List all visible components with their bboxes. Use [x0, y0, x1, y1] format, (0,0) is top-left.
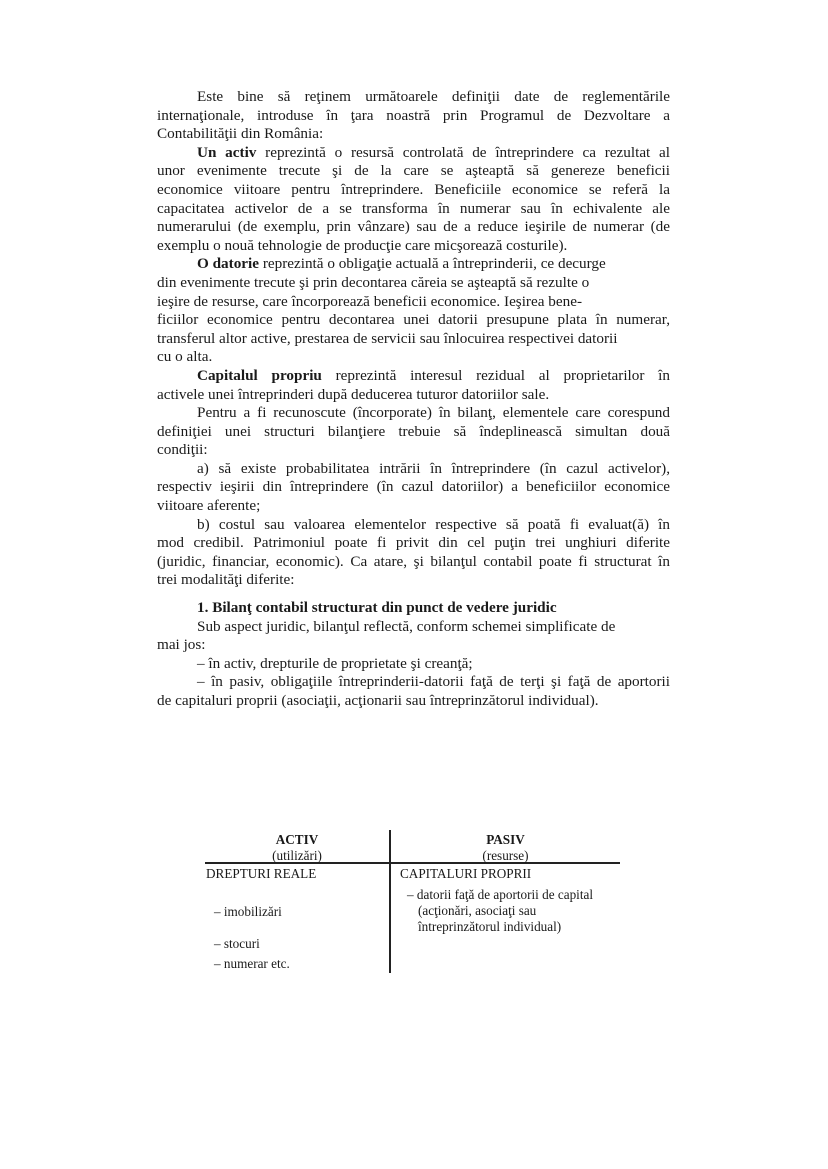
spacer: [157, 590, 670, 599]
text-line: viitoare aferente;: [157, 497, 261, 515]
activ-item: – numerar etc.: [214, 956, 290, 971]
text-line: economice viitoare pentru întreprindere. Beneficiile economice se referă la: [157, 180, 670, 198]
text-line: numerarului (de exemplu, prin vânzare) sau de a reduce ieşirile de numerar (de: [157, 218, 670, 236]
term-datorie: O datorie: [197, 255, 260, 273]
text-line: activele unei întreprinderi după deducerea tuturor datoriilor sale.: [157, 385, 550, 403]
text-line: capacitatea activelor de a se transforma în numerar sau în echivalente ale: [157, 199, 670, 217]
definition-activ: [157, 144, 670, 163]
pasiv-subtitle: (resurse): [482, 848, 529, 863]
definition-text: reprezintă interesul rezidual al proprietarilor în: [321, 366, 670, 384]
pasiv-group: CAPITALURI PROPRII: [400, 866, 532, 881]
list-item-activ: – în activ, drepturile de proprietate şi creanţă;: [197, 654, 473, 672]
text-line: Contabilităţii din România:: [157, 125, 324, 143]
text-line: condiţii:: [157, 441, 208, 459]
text-line: din evenimente trecute şi prin decontarea căreia se aşteaptă să rezulte o: [157, 273, 590, 291]
pasiv-item-cont: întreprinzătorul individual): [418, 919, 562, 934]
text-line: ficiilor economice pentru decontarea unei datorii presupune plata în numerar,: [157, 311, 670, 329]
text-line: Este bine să reţinem următoarele definiţii date de reglementările: [197, 88, 670, 105]
text-line: ieşire de resurse, care încorporează beneficii economice. Ieşirea bene-: [157, 292, 582, 310]
pasiv-header: [391, 832, 620, 864]
text-line: Sub aspect juridic, bilanţul reflectă, conform schemei simplificate de: [197, 617, 616, 635]
text-line: de capitaluri proprii (asociaţii, acţionarii sau întreprinzătorul individual).: [157, 692, 599, 709]
activ-group: DREPTURI REALE: [206, 866, 317, 881]
definition-capital: [157, 367, 670, 386]
term-activ: Un activ: [197, 143, 257, 161]
text-line: exemplu o nouă tehnologie de producţie care micşorează costurile).: [157, 236, 568, 254]
text-line: Pentru a fi recunoscute (încorporate) în bilanţ, elementele care corespund: [197, 404, 670, 422]
list-item-pasiv: – în pasiv, obligaţiile întreprinderii-datorii faţă de terţi şi faţă de aportorii: [197, 673, 670, 691]
definition-text: reprezintă o obligaţie actuală a întreprinderii, ce decurge: [259, 255, 606, 273]
text-line: unor evenimente trecute şi de la care se aşteaptă să genereze beneficii: [157, 162, 670, 180]
text-line: mai jos:: [157, 636, 206, 654]
activ-title: ACTIV: [275, 832, 319, 847]
definition-text: reprezintă o resursă controlată de întreprindere ca rezultat al: [256, 143, 670, 161]
definition-datorie: [157, 255, 670, 274]
pasiv-item-cont: (acţionări, asociaţi sau: [418, 903, 537, 918]
pasiv-item: – datorii faţă de aportorii de capital: [407, 887, 594, 902]
activ-item: – stocuri: [214, 936, 260, 951]
text-line: respectiv ieşirii din întreprindere (în cazul datoriilor) a beneficiilor economice: [157, 478, 670, 496]
text-line: (juridic, financiar, economic). Ca atare, şi bilanţul contabil poate fi structurat în: [157, 552, 670, 570]
text-line: definiţiei unei structuri bilanţiere trebuie să îndeplinească simultan două: [157, 422, 670, 440]
document-body: [157, 88, 670, 711]
text-line: cu o alta.: [157, 348, 213, 366]
text-line: trei modalităţi diferite:: [157, 571, 295, 589]
term-capital-propriu: Capitalul propriu: [197, 366, 322, 384]
pasiv-title: PASIV: [486, 832, 525, 847]
text-line: mod credibil. Patrimoniul poate fi privit din cel puţin trei unghiuri diferite: [157, 534, 670, 552]
text-line: transferul altor active, prestarea de servicii sau înlocuirea respectivei datorii: [157, 329, 618, 347]
activ-item: – imobilizări: [214, 904, 282, 919]
activ-subtitle: (utilizări): [272, 848, 322, 863]
condition-b: b) costul sau valoarea elementelor respective să poată fi evaluat(ă) în: [197, 515, 670, 533]
balance-sheet-table: [205, 830, 620, 975]
text-line: internaţionale, introduse în ţara noastră prin Programul de Dezvoltare a: [157, 106, 670, 124]
section-heading: 1. Bilanţ contabil structurat din punct de vedere juridic: [197, 599, 557, 617]
activ-header: [205, 832, 389, 864]
condition-a: a) să existe probabilitatea intrării în întreprindere (în cazul activelor),: [197, 459, 670, 477]
